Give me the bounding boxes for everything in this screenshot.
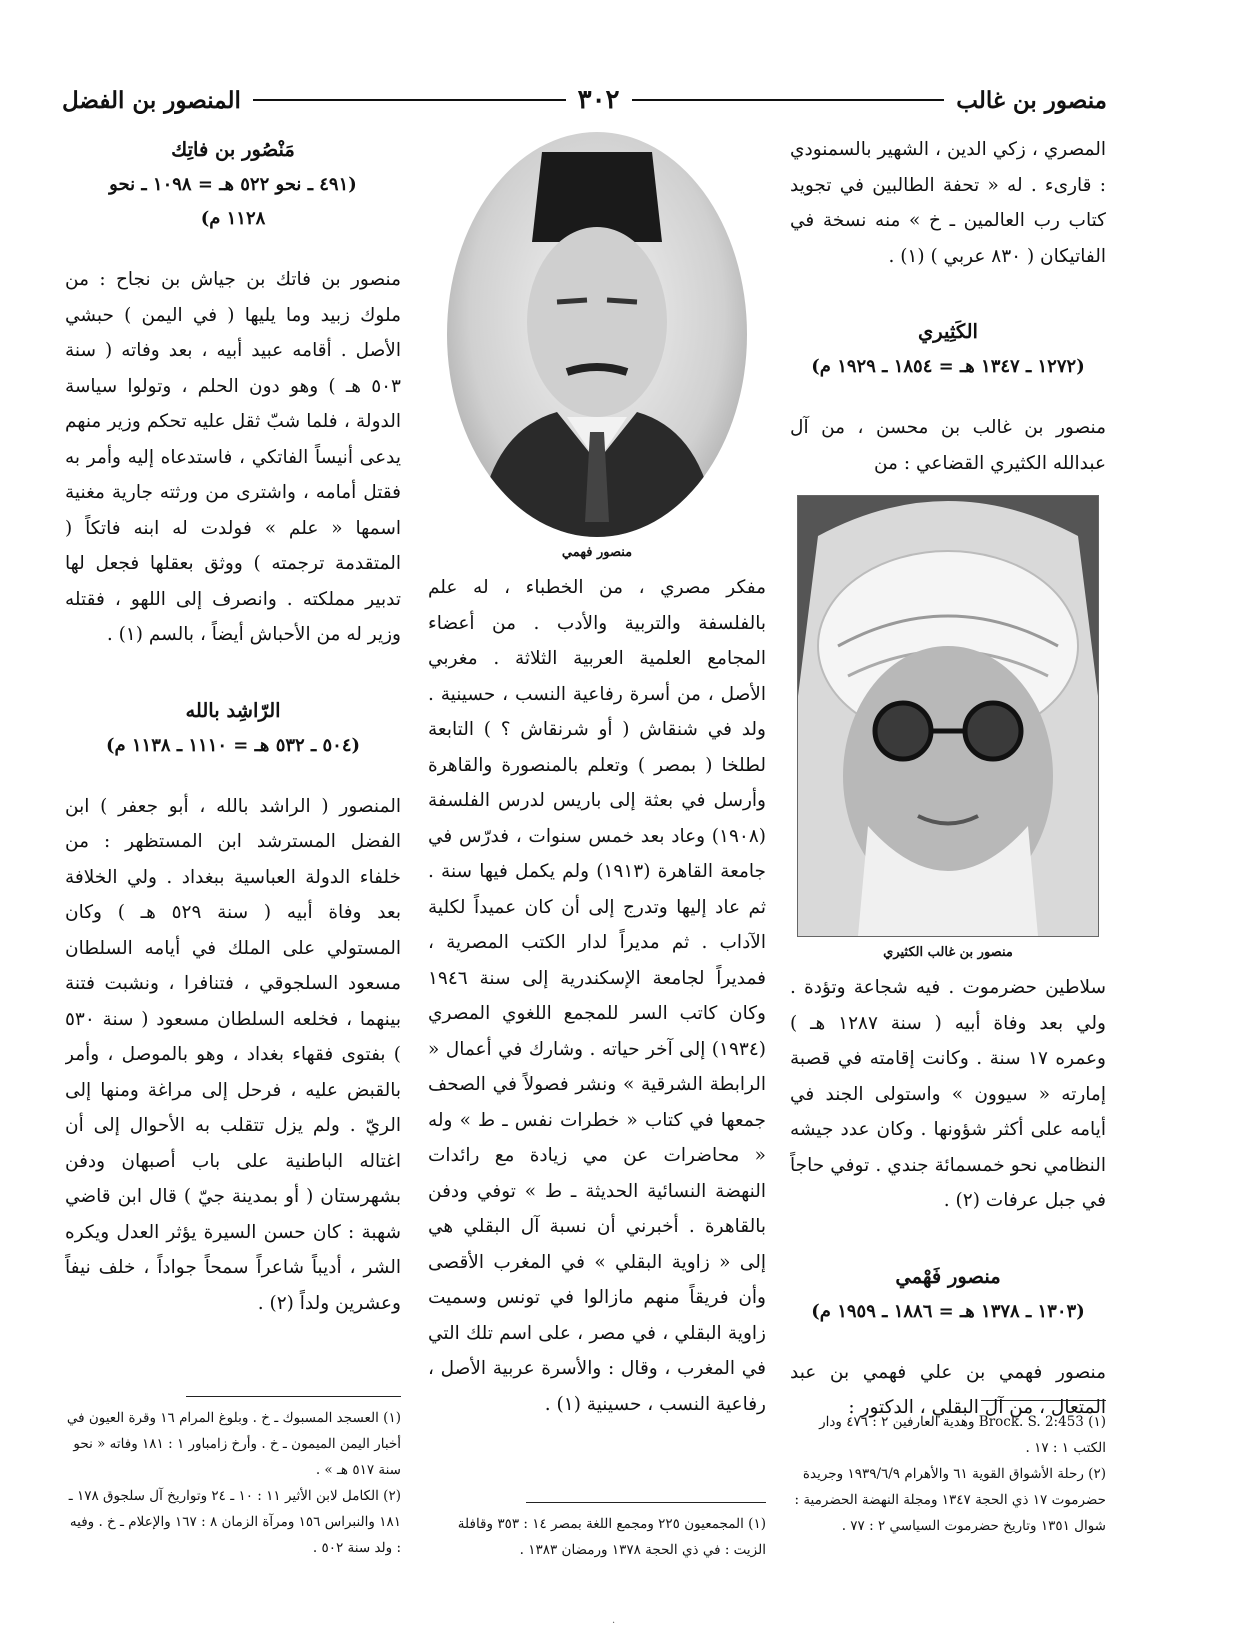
footnote-rule <box>186 1396 401 1397</box>
page-number: ٣٠٢ <box>577 85 620 115</box>
footnote: (١) Brock. S. 2:453 وهدية العارفين ٢ : ٤٧٦ ودار الكتب ١ : ١٧ . <box>819 1414 1106 1456</box>
running-head-right: منصور بن غالب <box>956 86 1107 114</box>
portrait-photo-fahmi <box>447 132 747 537</box>
entry-body-fahmi-start: منصور فهمي بن علي فهمي بن عبد المتعال ، من آل البقلي ، الدكتور : <box>790 1361 1106 1418</box>
portrait-fahmi-illustration <box>447 132 747 537</box>
entry-dates-kathiri: (١٢٧٢ ـ ١٣٤٧ هـ = ١٨٥٤ ـ ١٩٢٩ م) <box>811 356 1085 377</box>
header-rule <box>253 99 566 101</box>
footnote: (١) العسجد المسبوك ـ خ . وبلوغ المرام ١٦ وقرة العيون في أخبار اليمن الميمون ـ خ . وأرخ زامباور ١ : ١٨١ وفاته « نحو سنة ٥١٧ هـ » . <box>66 1410 401 1478</box>
footnotes-right <box>790 1384 1106 1539</box>
page-header <box>62 70 1107 130</box>
entry-dates-fatik: (٤٩١ ـ نحو ٥٢٢ هـ = ١٠٩٨ ـ نحو <box>109 174 357 195</box>
photo-caption-fahmi: منصور فهمي <box>561 545 633 560</box>
page-mark: · <box>612 1618 616 1629</box>
entry-dates-fahmi: (١٣٠٣ ـ ١٣٧٨ هـ = ١٨٨٦ ـ ١٩٥٩ م) <box>811 1300 1085 1322</box>
running-head-left: المنصور بن الفضل <box>61 86 241 114</box>
photo-caption-kathiri: منصور بن غالب الكثيري <box>883 945 1013 960</box>
footnote-rule <box>981 1400 1106 1401</box>
entry-dates-fatik-cont: ١١٢٨ م) <box>200 208 266 229</box>
entry-body-kathiri: منصور بن غالب بن محسن ، من آل عبدالله الكثيري القضاعي : من <box>790 417 1106 474</box>
portrait-photo-kathiri <box>797 495 1099 937</box>
footnote: (٢) رحلة الأشواق القوية ٦١ والأهرام ١٩٣٩/٦/٩ وجريدة حضرموت ١٧ ذي الحجة ١٣٤٧ ومجلة النهضة الحضرمية : شوال ١٣٥١ وتاريخ حضرموت السياسي ٢ : ٧٧ . <box>794 1466 1106 1534</box>
footnotes-middle <box>428 1486 766 1563</box>
entry-heading-fatik: مَنْصُور بن فاتِك <box>171 138 295 161</box>
entry-continuation: المصري ، زكي الدين ، الشهير بالسمنودي : قارىء . له « تحفة الطالبين في تجويد كتاب رب العالمين ـ خ » منه نسخة في الفاتيكان ( ٨٣٠ عربي ) (١) . <box>790 139 1106 267</box>
entry-heading-rashid: الرّاشِد بالله <box>185 698 281 722</box>
footnote: (١) المجمعيون ٢٢٥ ومجمع اللغة بمصر ١٤ : ٣٥٣ وقافلة الزيت : في ذي الحجة ١٣٧٨ ورمضان ١٣٨٣ . <box>457 1516 766 1558</box>
entry-heading-fahmi: منصور فَهْمي <box>895 1264 1001 1288</box>
entry-body-rashid: المنصور ( الراشد بالله ، أبو جعفر ) ابن الفضل المسترشد ابن المستظهر : من خلفاء الدولة العباسية ببغداد . ولي الخلافة بعد وفاة أبيه ( سنة ٥٢٩ هـ ) وكان المستولي على الملك في أيامه السلطان مسعود السلجوقي ، فتنافرا ، ونشبت فتنة بينهما ، فخلعه السلطان مسعود ( سنة ٥٣٠ ) بفتوى فقهاء بغداد ، وهو بالموصل ، وأمر بالقبض عليه ، فرحل إلى مراغة ومنها إلى الريّ . ولم يزل تتقلب به الأحوال إلى أن اغتاله الباطنية على باب أصبهان ودفن بشهرستان ( أو بمدينة جيّ ) قال ابن قاضي شهبة : كان حسن السيرة يؤثر العدل ويكره الشر ، أديباً شاعراً سمحاً جواداً ، خلف نيفاً وعشرين ولداً (٢) . <box>65 795 401 1314</box>
entry-dates-rashid: (٥٠٤ ـ ٥٣٢ هـ = ١١١٠ ـ ١١٣٨ م) <box>105 734 361 756</box>
entry-body-fahmi: مفكر مصري ، من الخطباء ، له علم بالفلسفة والتربية والأدب . من أعضاء المجامع العلمية العربية الثلاثة . مغربي الأصل ، من أسرة رفاعية النسب ، حسينية . ولد في شنقاش ( أو شرنقاش ؟ ) التابعة لطلخا ( بمصر ) وتعلم بالمنصورة والقاهرة وأرسل في بعثة إلى باريس لدرس الفلسفة (١٩٠٨) وعاد بعد خمس سنوات ، فدرّس في جامعة القاهرة (١٩١٣) ولم يكمل فيها سنة . ثم عاد إليها وتدرج إلى أن كان عميداً لكلية الآداب . ثم مديراً لدار الكتب المصرية ، فمديراً لجامعة الإسكندرية إلى سنة ١٩٤٦ وكان كاتب السر للمجمع اللغوي المصري (١٩٣٤) إلى آخر حياته . وشارك في أعمال « الرابطة الشرقية » ونشر فصولاً في الصحف جمعها في كتاب « خطرات نفس ـ ط » وله « محاضرات عن مي زيادة مع رائدات النهضة النسائية الحديثة ـ ط » توفي ودفن بالقاهرة . أخبرني أن نسبة آل البقلي هي إلى « زاوية البقلي » في المغرب الأقصى وأن فريقاً منهم مازالوا في تونس وسميت زاوية البقلي ، في مصر ، على اسم تلك التي في المغرب ، وقال : والأسرة عربية الأصل ، رفاعية النسب ، حسينية (١) . <box>428 577 766 1415</box>
portrait-kathiri-illustration <box>798 496 1098 936</box>
footnote: (٢) الكامل لابن الأثير ١١ : ١٠ ـ ٢٤ وتواريخ آل سلجوق ١٧٨ ـ ١٨١ والنبراس ١٥٦ ومرآة الزمان ٨ : ١٦٧ والإعلام ـ خ . وفيه : ولد سنة ٥٠٢ . <box>68 1488 401 1556</box>
entry-body-kathiri-cont: سلاطين حضرموت . فيه شجاعة وتؤدة . ولي بعد وفاة أبيه ( سنة ١٢٨٧ هـ ) وعمره ١٧ سنة . وكانت إقامته في قصبة إمارته « سيوون » واستولى الجند في أيامه على أكثر شؤونها . وكان عدد جيشه النظامي نحو خمسمائة جندي . توفي حاجاً في جبل عرفات (٢) . <box>790 977 1106 1211</box>
middle-column <box>428 132 766 1612</box>
footnote-rule <box>526 1502 766 1503</box>
footnotes-left <box>65 1380 401 1561</box>
entry-body-fatik: منصور بن فاتك بن جياش بن نجاح : من ملوك زبيد وما يليها ( في اليمن ) حبشي الأصل . أقامه عبيد أبيه ، بعد وفاته ( سنة ٥٠٣ هـ ) وهو دون الحلم ، وتولوا سياسة الدولة ، فلما شبّ ثقل عليه تحكم وزير منهم يدعى أنيساً الفاتكي ، فاستدعاه إليه وأمر به فقتل أمامه ، واشترى من ورثته جارية مغنية اسمها « علم » فولدت له ابنه فاتكاً ( المتقدمة ترجمته ) ووثق بعقلها فجعل لها تدبير مملكته . وانصرف إلى اللهو ، فقتله وزير له من الأحباش أيضاً ، بالسم (١) . <box>65 269 401 645</box>
header-rule <box>632 99 945 101</box>
entry-heading-kathiri: الكَثِيري <box>918 320 978 343</box>
